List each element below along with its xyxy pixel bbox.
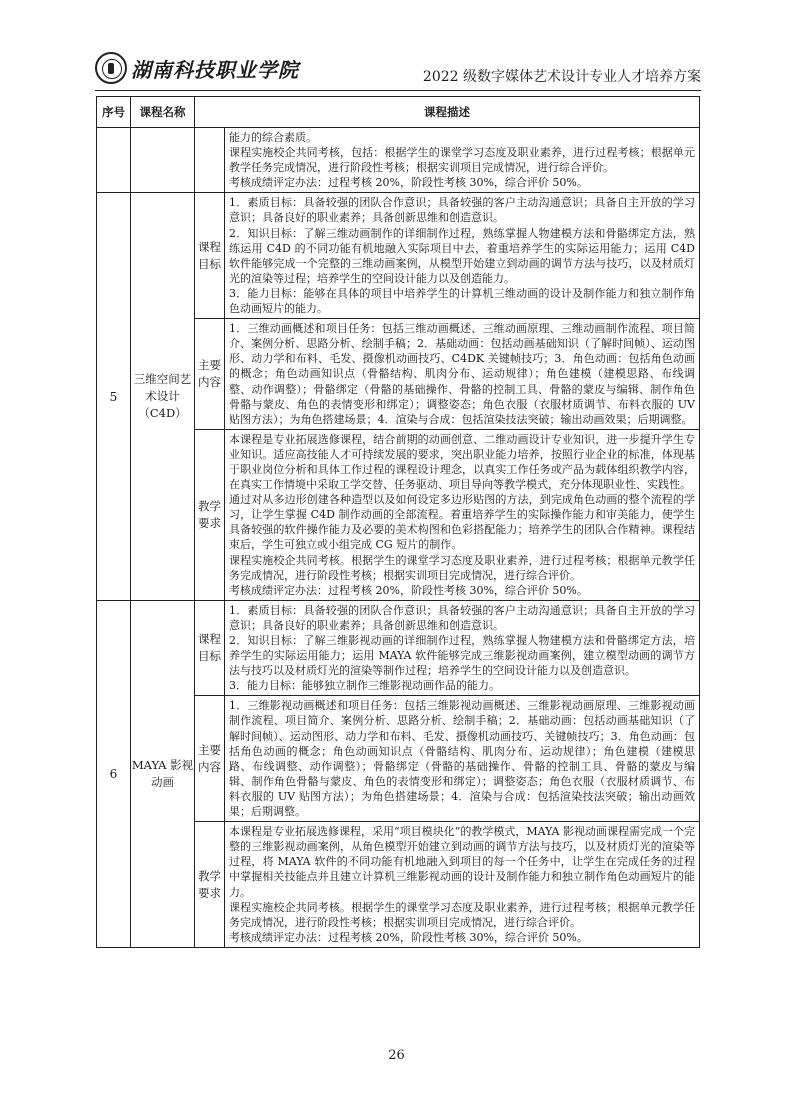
course-number: 6 [97,600,131,947]
table-header-row [97,97,700,128]
page-header [95,52,701,88]
section-label-goals: 课程目标 [195,193,225,319]
course-goals: 1．素质目标：具备较强的团队合作意识；具备较强的客户主动沟通意识；具备自主开放的学习意识；具备良好的职业素养；具备创新思维和创造意识。 2．知识目标：了解三维动画制作的详细制作过程，熟练掌握人物建模方法和骨骼绑定方法，熟练运用 C4D 的不同功能有机地融入实际项目中去，着重培养学生的实际运用能力；运用 C4D 软件能够完成一个完整的三维动画案例，从模型开始建立到动画的调节方法与技巧，以及材质灯光的渲染等过程；培养学生的空间设计能力以及创造能力。 3．能力目标：能够在具体的项目中培养学生的计算机三维动画的设计及制作能力和独立制作角色动画短片的能力。 [225,193,700,319]
course-requirements: 本课程是专业拓展选修课程，结合前期的动画创意、二维动画设计专业知识，进一步提升学生专业知识。适应高技能人才可持续发展的要求，突出职业能力培养，按照行业企业的标准，体现基于职业岗位分析和具体工作过程的课程设计理念，以真实工作任务或产品为载体组织教学内容，在真实工作情境中采取工学交替、任务驱动、项目导向等教学模式，充分体现职业性、实践性。 通过对从多边形创建各种造型以及如何设定多边形贴图的方法，到完成角色动画的整个流程的学习，让学生掌握 C4D 制作动画的全部流程。着重培养学生的实际操作能力和审美能力，使学生具备较强的软件操作能力及必要的美术构图和色彩搭配能力；培养学生的团队合作精神。课程结束后，学生可独立或小组完成 CG 短片的制作。 课程实施校企共同考核。根据学生的课堂学习态度及职业素养，进行过程考核；根据单元教学任务完成情况，进行阶段性考核；根据实训项目完成情况，进行综合评价。 考核成绩评定办法：过程考核 20%，阶段性考核 30%，综合评价 50%。 [225,429,700,600]
header-no: 序号 [97,97,131,128]
section-label-goals: 课程目标 [195,600,225,696]
table-row-course-5-goals [97,193,700,319]
course-table [96,96,700,948]
header-name: 课程名称 [131,97,195,128]
course-requirements: 本课程是专业拓展选修课程，采用“项目模块化”的教学模式，MAYA 影视动画课程需完成一个完整的三维影视动画案例，从角色模型开始建立到动画的调节方法与技巧，以及材质灯光的渲染等过程，将 MAYA 软件的不同功能有机地融入到项目的每一个任务中，让学生在完成任务的过程中掌握相关技能点并且建立计算机三维影视动画的设计及制作能力和独立制作角色动画短片的能力。 课程实施校企共同考核。根据学生的课堂学习态度及职业素养，进行过程考核；根据单元教学任务完成情况，进行阶段性考核；根据实训项目完成情况，进行综合评价。 考核成绩评定办法：过程考核 20%，阶段性考核 30%，综合评价 50%。 [225,822,700,948]
course-goals: 1．素质目标：具备较强的团队合作意识；具备较强的客户主动沟通意识；具备自主开放的学习意识；具备良好的职业素养；具备创新思维和创造意识。 2．知识目标：了解三维影视动画的详细制作过程，熟练掌握人物建模方法和骨骼绑定方法，培养学生的实际运用能力；运用 MAYA 软件能够完成三维影视动画案例，建立模型动画的调节方法与技巧以及材质灯光的渲染等制作过程；培养学生的空间设计能力以及创造意识。 3．能力目标：能够独立制作三维影视动画作品的能力。 [225,600,700,696]
cell-sub-empty [195,128,225,193]
course-number: 5 [97,193,131,600]
cell-no-empty [97,128,131,193]
cell-name-empty [131,128,195,193]
school-logo [95,52,299,84]
course-content: 1．三维影视动画概述和项目任务：包括三维影视动画概述、三维影视动画原理、三维影视动画制作流程、项目简介、案例分析、思路分析、绘制手稿；2．基础动画：包括动画基础知识（了解时间帧）、运动图形、动力学和布料、毛发、摄像机动画技巧、关键帧技巧；3．角色动画：包括角色动画的概念；角色动画知识点（骨骼结构、肌肉分布、运动规律）；角色建模（建模思路、布线调整、动作调整）；骨骼绑定（骨骼的基础操作、骨骼的控制工具、骨骼的蒙皮与编辑、制作角色骨骼与蒙皮、角色的表情变形和绑定）；调整姿态；角色衣服（衣服材质调节、布料衣服的 UV 贴图方法）；为角色搭建场景；4．渲染与合成：包括渲染技法突破；输出动画效果；后期调整。 [225,696,700,822]
section-label-requirements: 教学要求 [195,822,225,948]
course-name: 三维空间艺术设计（C4D） [131,193,195,600]
continuation-desc: 能力的综合素质。 课程实施校企共同考核，包括：根据学生的课堂学习态度及职业素养，进行过程考核；根据单元教学任务完成情况，进行阶段性考核；根据实训项目完成情况，进行综合评价。 考核成绩评定办法：过程考核 20%，阶段性考核 30%，综合评价 50%。 [225,128,700,193]
header-desc: 课程描述 [195,97,700,128]
document-title: 2022 级数字媒体艺术设计专业人才培养方案 [422,69,701,85]
course-name: MAYA 影视动画 [131,600,195,947]
table-row-continuation [97,128,700,193]
section-label-content: 主要内容 [195,319,225,430]
school-name: 湖南科技职业学院 [131,57,299,82]
header-rule [95,90,701,91]
course-content: 1．三维动画概述和项目任务：包括三维动画概述、三维动画原理、三维动画制作流程、项目简介、案例分析、思路分析、绘制手稿；2．基础动画：包括动画基础知识（了解时间帧）、运动图形、动力学和布料、毛发、摄像机动画技巧、C4DK 关键帧技巧；3．角色动画：包括角色动画的概念；角色动画知识点（骨骼结构、肌肉分布、运动规律）；角色建模（建模思路、布线调整、动作调整）；骨骼绑定（骨骼的基础操作、骨骼的控制工具、骨骼的蒙皮与编辑、制作角色骨骼与蒙皮、角色的表情变形和绑定）；调整姿态；角色衣服（衣服材质调节、布料衣服的 UV 贴图方法）；为角色搭建场景；4．渲染与合成：包括渲染技法突破；输出动画效果；后期调整。 [225,319,700,430]
table-row-course-6-goals [97,600,700,696]
section-label-content: 主要内容 [195,696,225,822]
page-number: 26 [388,1048,405,1063]
school-seal-icon [95,52,127,84]
section-label-requirements: 教学要求 [195,429,225,600]
